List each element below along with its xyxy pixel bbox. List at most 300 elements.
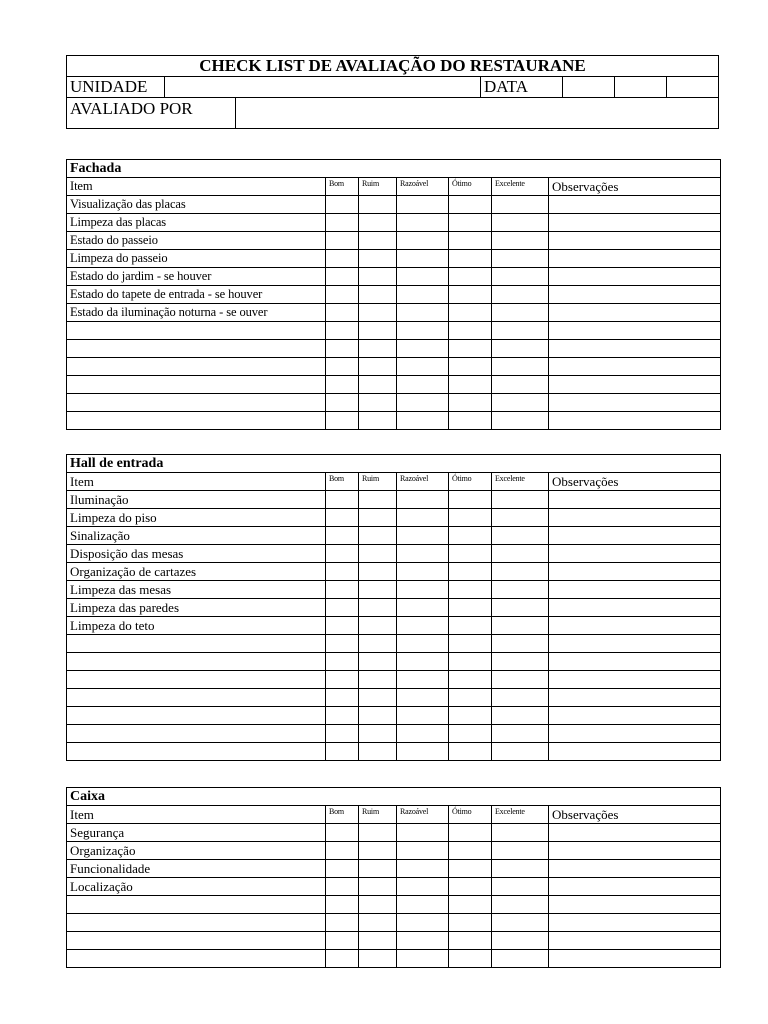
rating-cell-razoavel[interactable] (397, 671, 449, 689)
rating-cell-razoavel[interactable] (397, 340, 449, 358)
item-blank-field[interactable] (67, 743, 326, 761)
observacoes-cell[interactable] (549, 527, 721, 545)
rating-cell-razoavel[interactable] (397, 824, 449, 842)
observacoes-cell[interactable] (549, 896, 721, 914)
column-header-otimo: Ótimo (449, 806, 492, 824)
observacoes-cell[interactable] (549, 491, 721, 509)
rating-cell-razoavel[interactable] (397, 509, 449, 527)
rating-cell-razoavel[interactable] (397, 842, 449, 860)
rating-cell-otimo[interactable] (449, 878, 492, 896)
rating-cell-bom[interactable] (326, 358, 359, 376)
rating-cell-ruim[interactable] (359, 860, 397, 878)
rating-cell-ruim[interactable] (359, 196, 397, 214)
observacoes-cell[interactable] (549, 725, 721, 743)
rating-cell-otimo[interactable] (449, 304, 492, 322)
observacoes-cell[interactable] (549, 232, 721, 250)
observacoes-cell[interactable] (549, 304, 721, 322)
table-row (67, 842, 721, 860)
observacoes-cell[interactable] (549, 268, 721, 286)
item-blank-field[interactable] (67, 725, 326, 743)
rating-cell-excelente[interactable] (492, 358, 549, 376)
rating-cell-razoavel[interactable] (397, 878, 449, 896)
rating-cell-bom[interactable] (326, 743, 359, 761)
table-row (67, 878, 721, 896)
rating-cell-otimo[interactable] (449, 914, 492, 932)
rating-cell-razoavel[interactable] (397, 635, 449, 653)
rating-cell-razoavel[interactable] (397, 896, 449, 914)
rating-cell-otimo[interactable] (449, 394, 492, 412)
observacoes-cell[interactable] (549, 599, 721, 617)
rating-cell-excelente[interactable] (492, 707, 549, 725)
rating-cell-excelente[interactable] (492, 635, 549, 653)
rating-cell-bom[interactable] (326, 653, 359, 671)
observacoes-cell[interactable] (549, 286, 721, 304)
rating-cell-razoavel[interactable] (397, 491, 449, 509)
rating-cell-excelente[interactable] (492, 842, 549, 860)
rating-cell-razoavel[interactable] (397, 581, 449, 599)
observacoes-cell[interactable] (549, 214, 721, 232)
rating-cell-ruim[interactable] (359, 232, 397, 250)
rating-cell-otimo[interactable] (449, 581, 492, 599)
rating-cell-bom[interactable] (326, 340, 359, 358)
rating-cell-otimo[interactable] (449, 268, 492, 286)
rating-cell-otimo[interactable] (449, 842, 492, 860)
rating-cell-razoavel[interactable] (397, 358, 449, 376)
rating-cell-razoavel[interactable] (397, 860, 449, 878)
rating-cell-excelente[interactable] (492, 860, 549, 878)
rating-cell-excelente[interactable] (492, 896, 549, 914)
observacoes-cell[interactable] (549, 914, 721, 932)
observacoes-cell[interactable] (549, 322, 721, 340)
column-header-item: Item (67, 473, 326, 491)
item-blank-field[interactable] (67, 635, 326, 653)
rating-cell-ruim[interactable] (359, 563, 397, 581)
rating-cell-excelente[interactable] (492, 671, 549, 689)
item-label: Limpeza do passeio (67, 250, 326, 268)
observacoes-cell[interactable] (549, 358, 721, 376)
rating-cell-ruim[interactable] (359, 725, 397, 743)
rating-cell-otimo[interactable] (449, 725, 492, 743)
unidade-field[interactable] (165, 77, 481, 98)
rating-cell-otimo[interactable] (449, 932, 492, 950)
rating-cell-excelente[interactable] (492, 286, 549, 304)
rating-cell-otimo[interactable] (449, 545, 492, 563)
rating-cell-bom[interactable] (326, 725, 359, 743)
column-header-row (67, 473, 721, 491)
rating-cell-bom[interactable] (326, 322, 359, 340)
rating-cell-bom[interactable] (326, 268, 359, 286)
item-label: Disposição das mesas (67, 545, 326, 563)
observacoes-cell[interactable] (549, 617, 721, 635)
rating-cell-otimo[interactable] (449, 896, 492, 914)
rating-cell-razoavel[interactable] (397, 376, 449, 394)
rating-cell-bom[interactable] (326, 304, 359, 322)
item-label: Limpeza das paredes (67, 599, 326, 617)
column-header-otimo: Ótimo (449, 178, 492, 196)
rating-cell-bom[interactable] (326, 617, 359, 635)
rating-cell-bom[interactable] (326, 581, 359, 599)
column-header-observacoes: Observações (549, 473, 721, 491)
rating-cell-bom[interactable] (326, 824, 359, 842)
rating-cell-otimo[interactable] (449, 412, 492, 430)
rating-cell-excelente[interactable] (492, 878, 549, 896)
rating-cell-razoavel[interactable] (397, 214, 449, 232)
observacoes-cell[interactable] (549, 878, 721, 896)
item-label: Limpeza do piso (67, 509, 326, 527)
item-blank-field[interactable] (67, 376, 326, 394)
rating-cell-bom[interactable] (326, 196, 359, 214)
observacoes-cell[interactable] (549, 635, 721, 653)
rating-cell-bom[interactable] (326, 527, 359, 545)
item-label: Visualização das placas (67, 196, 326, 214)
column-header-row (67, 178, 721, 196)
rating-cell-excelente[interactable] (492, 581, 549, 599)
rating-cell-ruim[interactable] (359, 268, 397, 286)
observacoes-cell[interactable] (549, 563, 721, 581)
rating-cell-otimo[interactable] (449, 527, 492, 545)
observacoes-cell[interactable] (549, 842, 721, 860)
observacoes-cell[interactable] (549, 376, 721, 394)
observacoes-cell[interactable] (549, 545, 721, 563)
table-row (67, 860, 721, 878)
observacoes-cell[interactable] (549, 707, 721, 725)
table-row (67, 950, 721, 968)
table-row (67, 376, 721, 394)
rating-cell-excelente[interactable] (492, 376, 549, 394)
rating-cell-otimo[interactable] (449, 322, 492, 340)
rating-cell-bom[interactable] (326, 860, 359, 878)
observacoes-cell[interactable] (549, 509, 721, 527)
rating-cell-otimo[interactable] (449, 214, 492, 232)
rating-cell-razoavel[interactable] (397, 268, 449, 286)
rating-cell-ruim[interactable] (359, 842, 397, 860)
rating-cell-bom[interactable] (326, 545, 359, 563)
rating-cell-ruim[interactable] (359, 214, 397, 232)
table-row (67, 896, 721, 914)
rating-cell-razoavel[interactable] (397, 950, 449, 968)
rating-cell-otimo[interactable] (449, 707, 492, 725)
rating-cell-ruim[interactable] (359, 653, 397, 671)
table-row (67, 214, 721, 232)
rating-cell-excelente[interactable] (492, 545, 549, 563)
observacoes-cell[interactable] (549, 196, 721, 214)
rating-cell-otimo[interactable] (449, 653, 492, 671)
item-blank-field[interactable] (67, 896, 326, 914)
column-header-ruim: Ruim (359, 806, 397, 824)
rating-cell-excelente[interactable] (492, 250, 549, 268)
rating-cell-bom[interactable] (326, 394, 359, 412)
rating-cell-otimo[interactable] (449, 599, 492, 617)
rating-cell-otimo[interactable] (449, 563, 492, 581)
rating-cell-excelente[interactable] (492, 527, 549, 545)
rating-cell-bom[interactable] (326, 707, 359, 725)
rating-cell-razoavel[interactable] (397, 232, 449, 250)
table-row (67, 412, 721, 430)
item-label: Limpeza do teto (67, 617, 326, 635)
rating-cell-bom[interactable] (326, 950, 359, 968)
rating-cell-otimo[interactable] (449, 824, 492, 842)
rating-cell-razoavel[interactable] (397, 250, 449, 268)
rating-cell-ruim[interactable] (359, 878, 397, 896)
rating-cell-bom[interactable] (326, 509, 359, 527)
rating-cell-razoavel[interactable] (397, 304, 449, 322)
column-header-ruim: Ruim (359, 473, 397, 491)
rating-cell-bom[interactable] (326, 563, 359, 581)
observacoes-cell[interactable] (549, 250, 721, 268)
rating-cell-ruim[interactable] (359, 491, 397, 509)
section-title: Caixa (67, 788, 721, 806)
rating-cell-excelente[interactable] (492, 196, 549, 214)
item-blank-field[interactable] (67, 671, 326, 689)
column-header-bom: Bom (326, 178, 359, 196)
rating-cell-excelente[interactable] (492, 214, 549, 232)
rating-cell-razoavel[interactable] (397, 545, 449, 563)
observacoes-cell[interactable] (549, 860, 721, 878)
rating-cell-bom[interactable] (326, 896, 359, 914)
rating-cell-bom[interactable] (326, 671, 359, 689)
rating-cell-ruim[interactable] (359, 322, 397, 340)
rating-cell-excelente[interactable] (492, 725, 549, 743)
rating-cell-excelente[interactable] (492, 743, 549, 761)
rating-cell-razoavel[interactable] (397, 322, 449, 340)
observacoes-cell[interactable] (549, 671, 721, 689)
rating-cell-razoavel[interactable] (397, 196, 449, 214)
rating-cell-ruim[interactable] (359, 617, 397, 635)
rating-cell-ruim[interactable] (359, 689, 397, 707)
rating-cell-excelente[interactable] (492, 232, 549, 250)
rating-cell-excelente[interactable] (492, 617, 549, 635)
column-header-observacoes: Observações (549, 178, 721, 196)
table-row (67, 743, 721, 761)
table-row (67, 707, 721, 725)
data-field-year[interactable] (667, 77, 719, 98)
rating-cell-razoavel[interactable] (397, 653, 449, 671)
rating-cell-ruim[interactable] (359, 376, 397, 394)
rating-cell-ruim[interactable] (359, 250, 397, 268)
table-row (67, 617, 721, 635)
rating-cell-otimo[interactable] (449, 635, 492, 653)
section-hall-de-entrada (66, 454, 721, 761)
rating-cell-razoavel[interactable] (397, 412, 449, 430)
data-field-month[interactable] (615, 77, 667, 98)
rating-cell-excelente[interactable] (492, 932, 549, 950)
rating-cell-razoavel[interactable] (397, 563, 449, 581)
observacoes-cell[interactable] (549, 653, 721, 671)
rating-cell-ruim[interactable] (359, 304, 397, 322)
rating-cell-excelente[interactable] (492, 268, 549, 286)
data-label: DATA (481, 77, 563, 98)
avaliado-por-field[interactable] (236, 98, 719, 129)
item-blank-field[interactable] (67, 932, 326, 950)
rating-cell-razoavel[interactable] (397, 743, 449, 761)
item-blank-field[interactable] (67, 653, 326, 671)
rating-cell-excelente[interactable] (492, 563, 549, 581)
observacoes-cell[interactable] (549, 824, 721, 842)
rating-cell-razoavel[interactable] (397, 725, 449, 743)
rating-cell-excelente[interactable] (492, 340, 549, 358)
rating-cell-bom[interactable] (326, 412, 359, 430)
rating-cell-razoavel[interactable] (397, 527, 449, 545)
rating-cell-ruim[interactable] (359, 286, 397, 304)
observacoes-cell[interactable] (549, 412, 721, 430)
rating-cell-excelente[interactable] (492, 914, 549, 932)
column-header-razoavel: Razoável (397, 178, 449, 196)
rating-cell-ruim[interactable] (359, 394, 397, 412)
rating-cell-excelente[interactable] (492, 653, 549, 671)
rating-cell-otimo[interactable] (449, 286, 492, 304)
rating-cell-excelente[interactable] (492, 689, 549, 707)
item-blank-field[interactable] (67, 950, 326, 968)
table-row (67, 322, 721, 340)
rating-cell-ruim[interactable] (359, 509, 397, 527)
table-row (67, 509, 721, 527)
item-label: Localização (67, 878, 326, 896)
rating-cell-otimo[interactable] (449, 232, 492, 250)
observacoes-cell[interactable] (549, 950, 721, 968)
rating-cell-bom[interactable] (326, 689, 359, 707)
rating-cell-bom[interactable] (326, 914, 359, 932)
item-label: Estado da iluminação noturna - se ouver (67, 304, 326, 322)
rating-cell-otimo[interactable] (449, 491, 492, 509)
rating-cell-otimo[interactable] (449, 196, 492, 214)
rating-cell-ruim[interactable] (359, 896, 397, 914)
rating-cell-razoavel[interactable] (397, 617, 449, 635)
item-blank-field[interactable] (67, 340, 326, 358)
item-label: Estado do jardim - se houver (67, 268, 326, 286)
observacoes-cell[interactable] (549, 689, 721, 707)
header-table (66, 55, 719, 129)
table-row (67, 250, 721, 268)
rating-cell-bom[interactable] (326, 491, 359, 509)
rating-cell-otimo[interactable] (449, 358, 492, 376)
item-blank-field[interactable] (67, 412, 326, 430)
rating-cell-ruim[interactable] (359, 914, 397, 932)
rating-cell-ruim[interactable] (359, 824, 397, 842)
rating-cell-excelente[interactable] (492, 599, 549, 617)
rating-cell-otimo[interactable] (449, 689, 492, 707)
rating-cell-otimo[interactable] (449, 340, 492, 358)
column-header-ruim: Ruim (359, 178, 397, 196)
table-row (67, 581, 721, 599)
table-row (67, 196, 721, 214)
rating-cell-razoavel[interactable] (397, 689, 449, 707)
rating-cell-otimo[interactable] (449, 743, 492, 761)
rating-cell-excelente[interactable] (492, 950, 549, 968)
table-row (67, 671, 721, 689)
rating-cell-excelente[interactable] (492, 394, 549, 412)
rating-cell-ruim[interactable] (359, 950, 397, 968)
rating-cell-excelente[interactable] (492, 412, 549, 430)
rating-cell-excelente[interactable] (492, 304, 549, 322)
rating-cell-bom[interactable] (326, 286, 359, 304)
rating-cell-bom[interactable] (326, 932, 359, 950)
rating-cell-excelente[interactable] (492, 824, 549, 842)
rating-cell-bom[interactable] (326, 635, 359, 653)
rating-cell-otimo[interactable] (449, 250, 492, 268)
rating-cell-bom[interactable] (326, 250, 359, 268)
column-header-bom: Bom (326, 806, 359, 824)
rating-cell-ruim[interactable] (359, 599, 397, 617)
rating-cell-ruim[interactable] (359, 412, 397, 430)
rating-cell-bom[interactable] (326, 878, 359, 896)
table-row (67, 340, 721, 358)
rating-cell-otimo[interactable] (449, 617, 492, 635)
rating-cell-otimo[interactable] (449, 671, 492, 689)
item-label: Estado do tapete de entrada - se houver (67, 286, 326, 304)
rating-cell-bom[interactable] (326, 214, 359, 232)
item-blank-field[interactable] (67, 914, 326, 932)
rating-cell-razoavel[interactable] (397, 932, 449, 950)
section-title-row (67, 788, 721, 806)
rating-cell-otimo[interactable] (449, 950, 492, 968)
rating-cell-ruim[interactable] (359, 527, 397, 545)
unidade-label: UNIDADE (67, 77, 165, 98)
rating-cell-ruim[interactable] (359, 743, 397, 761)
rating-cell-razoavel[interactable] (397, 914, 449, 932)
rating-cell-razoavel[interactable] (397, 599, 449, 617)
rating-cell-otimo[interactable] (449, 509, 492, 527)
rating-cell-excelente[interactable] (492, 509, 549, 527)
observacoes-cell[interactable] (549, 743, 721, 761)
column-header-row (67, 806, 721, 824)
item-blank-field[interactable] (67, 394, 326, 412)
table-row (67, 304, 721, 322)
document-title: CHECK LIST DE AVALIAÇÃO DO RESTAURANE (67, 56, 719, 77)
table-row (67, 653, 721, 671)
item-label: Limpeza das placas (67, 214, 326, 232)
item-blank-field[interactable] (67, 707, 326, 725)
rating-cell-ruim[interactable] (359, 340, 397, 358)
rating-cell-bom[interactable] (326, 376, 359, 394)
item-label: Limpeza das mesas (67, 581, 326, 599)
rating-cell-ruim[interactable] (359, 932, 397, 950)
item-label: Sinalização (67, 527, 326, 545)
rating-cell-bom[interactable] (326, 232, 359, 250)
rating-cell-ruim[interactable] (359, 545, 397, 563)
observacoes-cell[interactable] (549, 932, 721, 950)
section-fachada (66, 159, 721, 430)
rating-cell-ruim[interactable] (359, 635, 397, 653)
item-blank-field[interactable] (67, 358, 326, 376)
rating-cell-bom[interactable] (326, 599, 359, 617)
rating-cell-otimo[interactable] (449, 860, 492, 878)
table-row (67, 268, 721, 286)
rating-cell-otimo[interactable] (449, 376, 492, 394)
item-label: Funcionalidade (67, 860, 326, 878)
rating-cell-ruim[interactable] (359, 671, 397, 689)
table-row (67, 824, 721, 842)
item-blank-field[interactable] (67, 322, 326, 340)
rating-cell-ruim[interactable] (359, 707, 397, 725)
rating-cell-ruim[interactable] (359, 358, 397, 376)
item-label: Organização de cartazes (67, 563, 326, 581)
observacoes-cell[interactable] (549, 581, 721, 599)
rating-cell-razoavel[interactable] (397, 707, 449, 725)
rating-cell-razoavel[interactable] (397, 286, 449, 304)
data-field-day[interactable] (563, 77, 615, 98)
rating-cell-excelente[interactable] (492, 322, 549, 340)
item-label: Iluminação (67, 491, 326, 509)
rating-cell-razoavel[interactable] (397, 394, 449, 412)
table-row (67, 286, 721, 304)
observacoes-cell[interactable] (549, 340, 721, 358)
rating-cell-bom[interactable] (326, 842, 359, 860)
rating-cell-excelente[interactable] (492, 491, 549, 509)
rating-cell-ruim[interactable] (359, 581, 397, 599)
column-header-observacoes: Observações (549, 806, 721, 824)
observacoes-cell[interactable] (549, 394, 721, 412)
item-blank-field[interactable] (67, 689, 326, 707)
